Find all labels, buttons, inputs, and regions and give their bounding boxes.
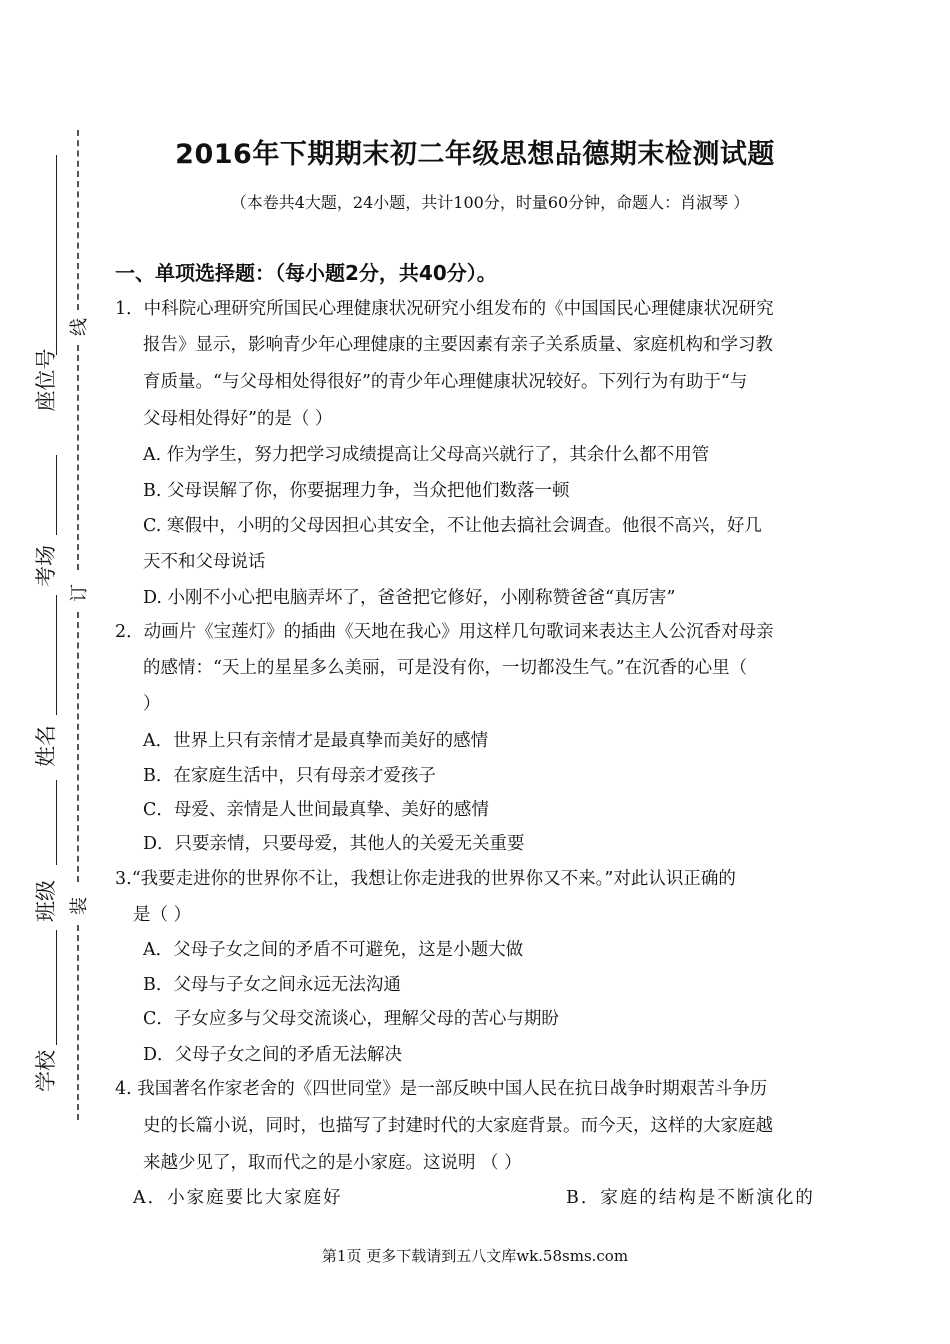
exam-room-label — [34, 535, 58, 587]
name-text: 姓名 — [34, 725, 58, 767]
page-footer: 第1页 更多下载请到五八文库wk.58sms.com — [321, 1247, 629, 1265]
class-blank — [56, 780, 57, 865]
q2-option-c: C．母爱、亲情是人世间最真挚、美好的感情 — [143, 800, 489, 820]
q2-option-a: A．世界上只有亲情才是最真挚而美好的感情 — [143, 731, 489, 751]
exam-info: （本卷共4大题，24小题，共计100分，时量60分钟，命题人：肖淑琴 ） — [230, 193, 750, 212]
binding-dashed-line — [77, 345, 79, 570]
seat-number-label — [34, 335, 58, 412]
q2-option-d: D．只要亲情，只要母爱，其他人的关爱无关重要 — [143, 834, 525, 854]
q1-option-c: C. 寒假中，小明的父母因担心其安全，不让他去搞社会调查。他很不高兴，好几 — [143, 516, 762, 536]
q1-option-b: B. 父母误解了你，你要据理力争，当众把他们数落一顿 — [143, 481, 570, 501]
binding-dashed-line — [77, 612, 79, 882]
q3-line-1: 3.“我要走进你的世界你不让，我想让你走进我的世界你又不来。”对此认识正确的 — [115, 869, 736, 889]
school-label — [34, 1040, 58, 1092]
q3-option-a: A．父母子女之间的矛盾不可避免，这是小题大做 — [143, 940, 524, 960]
q1-option-c-cont: 天不和父母说话 — [143, 552, 266, 572]
q4-line-3: 来越少见了，取而代之的是小家庭。这说明 （ ） — [143, 1153, 522, 1173]
binding-dashed-line — [77, 925, 79, 1120]
q4-option-a: A．小家庭要比大家庭好 — [133, 1188, 343, 1208]
q2-line-2: 的感情：“天上的星星多么美丽，可是没有你，一切都没生气。”在沉香的心里（ — [143, 658, 748, 678]
q3-line-2: 是（ ） — [133, 905, 192, 925]
q1-option-d: D. 小刚不小心把电脑弄坏了，爸爸把它修好，小刚称赞爸爸“真厉害” — [143, 588, 676, 608]
q4-option-b: B．家庭的结构是不断演化的 — [566, 1188, 815, 1208]
binding-label-zhuang: 装 — [69, 897, 90, 915]
q4-line-2: 史的长篇小说，同时，也描写了封建时代的大家庭背景。而今天，这样的大家庭越 — [143, 1116, 773, 1136]
class-text: 班级 — [34, 880, 58, 922]
exam-room-blank — [56, 455, 57, 535]
binding-label-line: 线 — [69, 318, 90, 336]
page-title: 2016年下期期末初二年级思想品德期末检测试题 — [175, 139, 775, 170]
binding-label-ding: 订 — [69, 584, 90, 602]
name-label — [34, 715, 58, 767]
exam-room-text: 考场 — [34, 545, 58, 587]
q1-line-2: 报告》显示，影响青少年心理健康的主要因素有亲子关系质量、家庭机构和学习教 — [143, 335, 773, 355]
school-blank — [56, 930, 57, 1045]
q3-option-d: D．父母子女之间的矛盾无法解决 — [143, 1045, 403, 1065]
q1-line-1: 1．中科院心理研究所国民心理健康状况研究小组发布的《中国国民心理健康状况研究 — [115, 299, 774, 319]
q2-option-b: B．在家庭生活中，只有母亲才爱孩子 — [143, 766, 436, 786]
school-text: 学校 — [34, 1050, 58, 1092]
section-heading: 一、单项选择题：（每小题2分，共40分）。 — [115, 261, 497, 285]
seat-number-text: 座位号 — [34, 348, 58, 412]
seat-number-blank — [56, 155, 57, 355]
class-label — [34, 870, 58, 922]
q2-line-1: 2．动画片《宝莲灯》的插曲《天地在我心》用这样几句歌词来表达主人公沉香对母亲 — [115, 622, 774, 642]
q3-option-b: B．父母与子女之间永远无法沟通 — [143, 975, 401, 995]
q1-line-4: 父母相处得好”的是（ ） — [143, 409, 333, 429]
q2-line-3: ） — [143, 694, 161, 714]
q4-line-1: 4. 我国著名作家老舍的《四世同堂》是一部反映中国人民在抗日战争时期艰苦斗争历 — [115, 1079, 768, 1099]
q1-line-3: 育质量。“与父母相处得很好”的青少年心理健康状况较好。下列行为有助于“与 — [143, 372, 748, 392]
q3-option-c: C．子女应多与父母交流谈心，理解父母的苦心与期盼 — [143, 1009, 559, 1029]
name-blank — [56, 595, 57, 715]
q1-option-a: A. 作为学生，努力把学习成绩提高让父母高兴就行了，其余什么都不用管 — [143, 445, 710, 465]
